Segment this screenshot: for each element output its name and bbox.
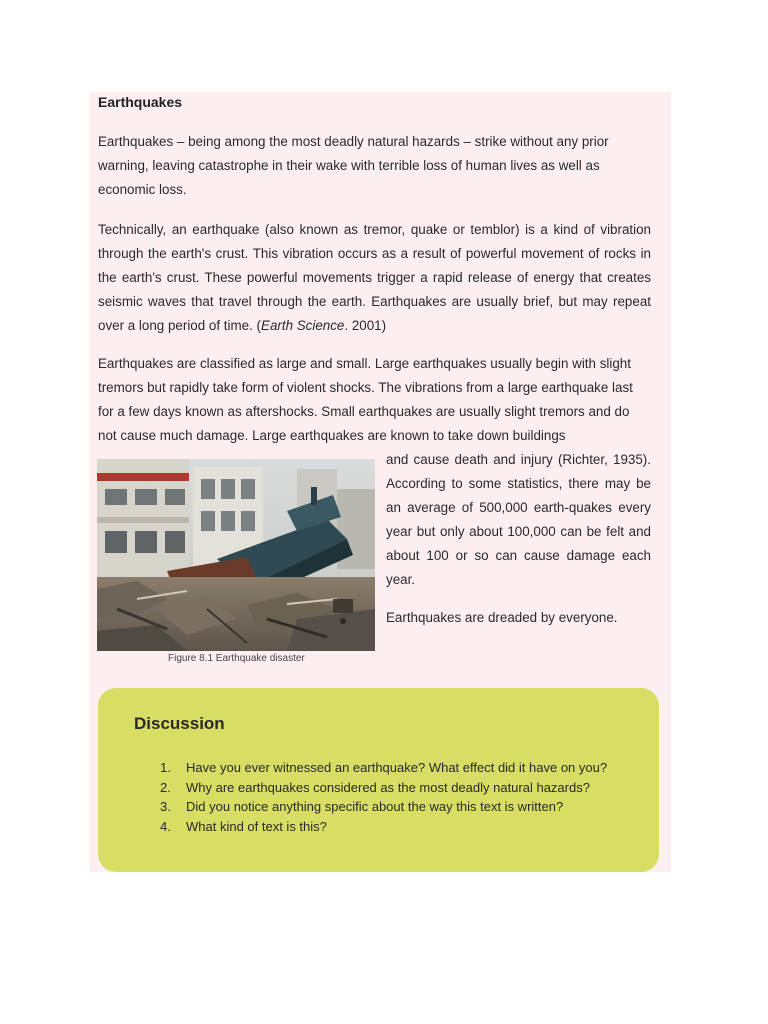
figure-caption: Figure 8.1 Earthquake disaster (168, 653, 305, 664)
question-number: 3. (160, 799, 171, 814)
question-text: Why are earthquakes considered as the most deadly natural hazards? (186, 779, 590, 795)
paragraph-statistics: and cause death and injury (Richter, 1935). According to some statistics, there may be an average of 500,000 earth-quakes every year but only about 100,000 can be felt and about 100 or so can cause damage each year. (386, 452, 651, 587)
earthquake-photo-illustration (97, 459, 375, 651)
question-text: Did you notice anything specific about the way this text is written? (186, 799, 564, 814)
question-number: 2. (160, 779, 171, 795)
question-text: What kind of text is this? (186, 818, 327, 834)
discussion-title: Discussion (134, 714, 225, 733)
paragraph-closing: Earthquakes are dreaded by everyone. (386, 610, 618, 625)
paragraph-definition (98, 218, 651, 338)
question-text: Have you ever witnessed an earthquake? What effect did it have on you? (186, 760, 608, 775)
paragraph-intro: Earthquakes – being among the most deadly natural hazards – strike without any prior warning, leaving catastrophe in their wake with terrible loss of human lives as well as economic loss. (98, 134, 609, 197)
question-item (160, 797, 607, 817)
citation-title: Earth Science (261, 318, 345, 333)
section-title: Earthquakes (98, 94, 183, 110)
question-item (160, 758, 607, 778)
question-item (160, 778, 607, 798)
question-number: 1. (160, 760, 171, 775)
paragraph-definition-text: Technically, an earthquake (also known as tremor, quake or temblor) is a kind of vibration through the earth's crust. This vibration occurs as a result of powerful movement of rocks in the earth's crust. These powerful movements trigger a rapid release of energy that creates seismic waves that travel through the earth. Earthquakes are usually brief, but may repeat over a long period of time. ( (98, 222, 651, 333)
discussion-box (98, 688, 659, 872)
citation-year: . 2001) (344, 318, 387, 333)
paragraph-classification: Earthquakes are classified as large and small. Large earthquakes usually begin with slight tremors but rapidly take form of violent shocks. The vibrations from a large earthquake last for a few days known as aftershocks. Small earthquakes are usually slight tremors and do not cause much damage. Large earthquakes are known to take down buildings (98, 356, 633, 443)
question-item (160, 817, 607, 837)
discussion-questions (160, 758, 607, 836)
earthquake-photo (97, 459, 375, 651)
question-number: 4. (160, 818, 171, 834)
